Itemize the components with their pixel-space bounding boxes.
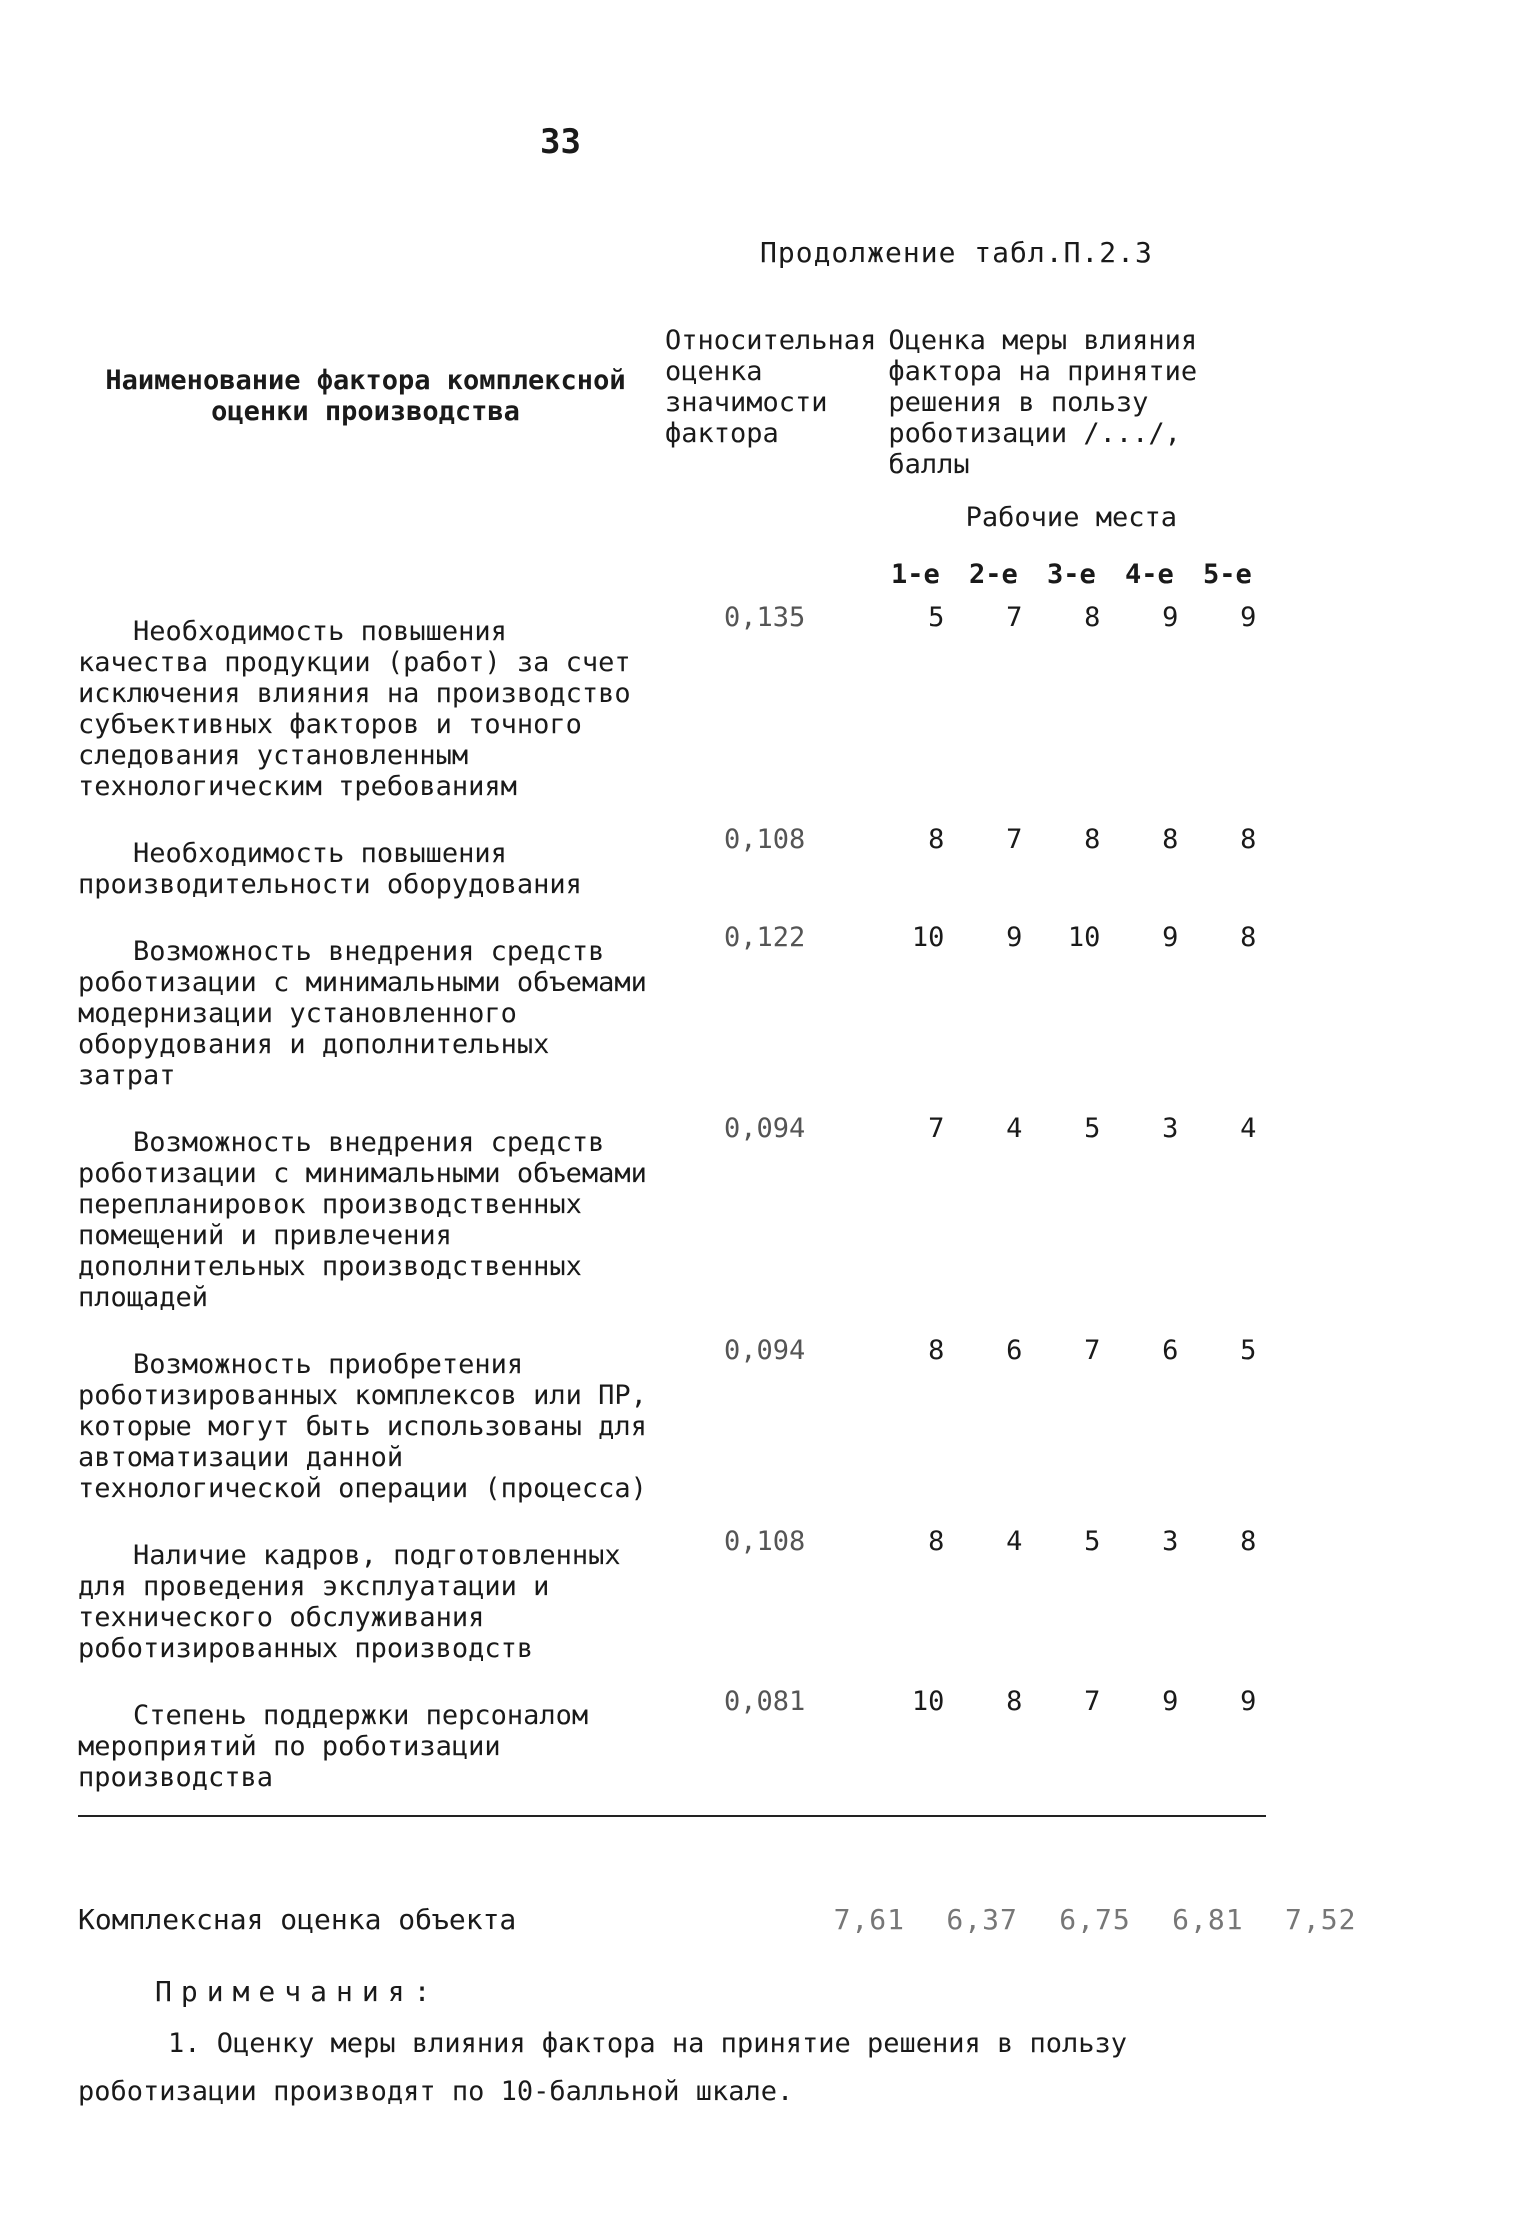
factor-weight: 0,135 (724, 602, 806, 633)
score-cell: 8 (1240, 922, 1257, 953)
score-cell: 10 (911, 922, 945, 953)
table-row (78, 922, 1266, 1113)
score-cell: 8 (954, 1686, 1032, 1816)
factor-name: Степень поддержки персоналом мероприятий по роботизации производства (78, 1686, 653, 1816)
score-cell: 8 (1240, 1526, 1257, 1557)
factor-name: Возможность приобретения роботизированных комплексов или ПР, которые могут быть использованы для автоматизации данной технологической операции (процесса) (78, 1349, 647, 1504)
summary-value: 6,37 (946, 1903, 1018, 1936)
score-cell: 8 (1084, 824, 1101, 855)
score-cell: 5 (1084, 1526, 1101, 1557)
score-cell: 7 (928, 1113, 945, 1144)
score-cell: 9 (1188, 1686, 1266, 1816)
score-cell: 7 (1006, 602, 1023, 633)
table-row (78, 824, 1266, 922)
score-cell: 8 (928, 1526, 945, 1557)
score-cell: 4 (1240, 1113, 1257, 1144)
table-row (78, 1113, 1266, 1335)
summary-values (810, 1903, 1356, 1936)
score-cell: 7 (1032, 1686, 1110, 1816)
score-cell: 9 (1162, 922, 1179, 953)
table-row (78, 1335, 1266, 1526)
summary-value: 7,61 (833, 1903, 905, 1936)
factor-name: Возможность внедрения средств роботизации с минимальными объемами перепланировок производственных помещений и привлечения дополнительных производственных площадей (78, 1127, 647, 1313)
header-relative-weight: Относительная оценка значимости фактора (665, 325, 877, 449)
score-cell: 10 (876, 1686, 954, 1816)
score-cell: 8 (1240, 824, 1257, 855)
score-cell: 9 (1240, 602, 1257, 633)
score-cell: 4 (1006, 1526, 1023, 1557)
score-cell: 3 (1162, 1113, 1179, 1144)
header-measure: Оценка меры влияния фактора на принятие решения в пользу роботизации /.../, баллы (888, 325, 1198, 480)
header-workplace-3: 3-е (1046, 558, 1096, 590)
header-workplaces: Рабочие места (965, 501, 1177, 533)
score-cell: 6 (1006, 1335, 1023, 1366)
notes-title: Примечания: (155, 1975, 440, 2008)
score-cell: 10 (1067, 922, 1101, 953)
score-cell: 8 (928, 1335, 945, 1366)
table-caption: Продолжение табл.П.2.3 (760, 236, 1153, 269)
score-cell: 9 (1162, 602, 1179, 633)
page-number: 33 (540, 122, 581, 162)
table-row (78, 1526, 1266, 1686)
score-cell: 4 (1006, 1113, 1023, 1144)
header-workplace-5: 5-е (1202, 558, 1252, 590)
summary-value: 7,52 (1285, 1903, 1357, 1936)
factor-weight: 0,081 (653, 1686, 876, 1816)
score-cell: 3 (1162, 1526, 1179, 1557)
score-cell: 5 (1084, 1113, 1101, 1144)
factor-weight: 0,094 (724, 1113, 806, 1144)
header-workplace-1: 1-е (890, 558, 940, 590)
score-cell: 7 (1006, 824, 1023, 855)
factor-name: Наличие кадров, подготовленных для проведения эксплуатации и технического обслуживания роботизированных производств (78, 1540, 621, 1664)
factor-weight: 0,122 (724, 922, 806, 953)
score-cell: 7 (1084, 1335, 1101, 1366)
factor-weight: 0,094 (724, 1335, 806, 1366)
score-cell: 8 (1084, 602, 1101, 633)
header-workplace-2: 2-е (968, 558, 1018, 590)
table-row (78, 1686, 1266, 1816)
score-cell: 9 (1110, 1686, 1188, 1816)
table-row (78, 602, 1266, 824)
factor-table (78, 315, 1266, 1817)
factor-weight: 0,108 (724, 1526, 806, 1557)
score-cell: 8 (1162, 824, 1179, 855)
factor-name: Необходимость повышения производительности оборудования (78, 838, 582, 900)
factor-weight: 0,108 (724, 824, 806, 855)
header-factor-name: Наименование фактора комплексной оценки производства (105, 365, 626, 427)
factor-name: Возможность внедрения средств роботизации с минимальными объемами модернизации установленного оборудования и дополнительных затрат (78, 936, 647, 1091)
score-cell: 5 (928, 602, 945, 633)
factor-name: Необходимость повышения качества продукции (работ) за счет исключения влияния на производство субъективных факторов и точного следования установленным технологическим требованиям (78, 616, 631, 802)
score-cell: 5 (1240, 1335, 1257, 1366)
score-cell: 6 (1162, 1335, 1179, 1366)
summary-value: 6,75 (1059, 1903, 1131, 1936)
summary-value: 6,81 (1172, 1903, 1244, 1936)
score-cell: 9 (1006, 922, 1023, 953)
summary-label: Комплексная оценка объекта (78, 1903, 517, 1936)
score-cell: 8 (928, 824, 945, 855)
header-workplace-4: 4-е (1124, 558, 1174, 590)
note-item: 1. Оценку меры влияния фактора на принятие решения в пользу роботизации производят по 10-балльной шкале. (78, 2028, 1128, 2107)
